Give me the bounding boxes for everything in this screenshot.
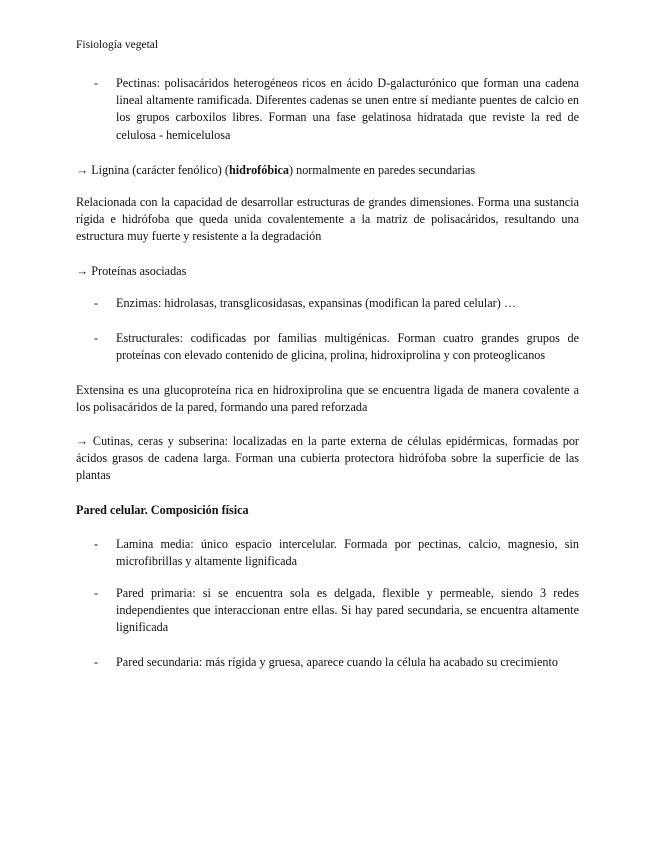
list-item-text: Lamina media: único espacio intercelular. Formada por pectinas, calcio, magnesio, sin microfibrillas y altamente lignificada — [116, 537, 579, 569]
paragraph-lignina-desc: Relacionada con la capacidad de desarrollar estructuras de grandes dimensiones. Forma una sustancia rígida e hidrófoba que queda unida covalentemente a la matriz de polisacáridos, resultando una estructura muy fuerte y resistente a la degradación — [76, 195, 579, 244]
lignina-suffix: ) normalmente en paredes secundarias — [289, 163, 476, 177]
bullet-dash: - — [94, 296, 99, 310]
list-item-lamina — [76, 536, 579, 572]
paragraph-lignina — [76, 162, 579, 179]
page-header: Fisiología vegetal — [76, 39, 159, 51]
bullet-dash: - — [94, 655, 99, 669]
list-item-estructurales — [76, 330, 579, 366]
lignina-prefix: → Lignina (carácter fenólico) ( — [76, 163, 229, 177]
paragraph-extensina: Extensina es una glucoproteína rica en hidroxiprolina que se encuentra ligada de manera covalente a los polisacáridos de la pared, formando una pared reforzada — [76, 383, 579, 415]
bullet-dash: - — [94, 76, 99, 90]
paragraph-proteinas: → Proteínas asociadas — [76, 264, 187, 278]
bullet-dash: - — [94, 537, 99, 551]
list-item-primaria — [76, 585, 579, 639]
list-item-enzimas — [76, 295, 579, 315]
list-item-text: Pectinas: polisacáridos heterogéneos ricos en ácido D-galacturónico que forman una cadena lineal altamente ramificada. Diferentes cadenas se unen entre sí mediante puentes de calcio en los grupos carboxilos libres. Forman una fase gelatinosa hidratada que reviste la red de celulosa - hemicelulosa — [116, 76, 579, 142]
list-item-text: Enzimas: hidrolasas, transglicosidasas, expansinas (modifican la pared celular) … — [116, 296, 517, 310]
bullet-dash: - — [94, 586, 99, 600]
list-item-text: Pared primaria: si se encuentra sola es delgada, flexible y permeable, siendo 3 redes independientes que interaccionan entre ellas. Si hay pared secundaria, se encuentra altamente lignificada — [116, 586, 579, 635]
lignina-bold: hidrofóbica — [228, 163, 289, 177]
list-item-text: Pared secundaria: más rígida y gruesa, aparece cuando la célula ha acabado su crecimiento — [116, 655, 558, 669]
list-item-text: Estructurales: codificadas por familias multigénicas. Forman cuatro grandes grupos de proteínas con elevado contenido de glicina, prolina, hidroxiprolina y con proteoglicanos — [116, 331, 579, 363]
list-item-pectinas — [76, 75, 579, 145]
bullet-dash: - — [94, 331, 99, 345]
section-heading: Pared celular. Composición física — [76, 503, 249, 517]
paragraph-cutinas: → Cutinas, ceras y subserina: localizadas en la parte externa de células epidérmicas, formadas por ácidos grasos de cadena larga. Forman una cubierta protectora hidrófoba sobre la superficie de las plantas — [76, 434, 579, 483]
list-item-secundaria — [76, 654, 579, 690]
